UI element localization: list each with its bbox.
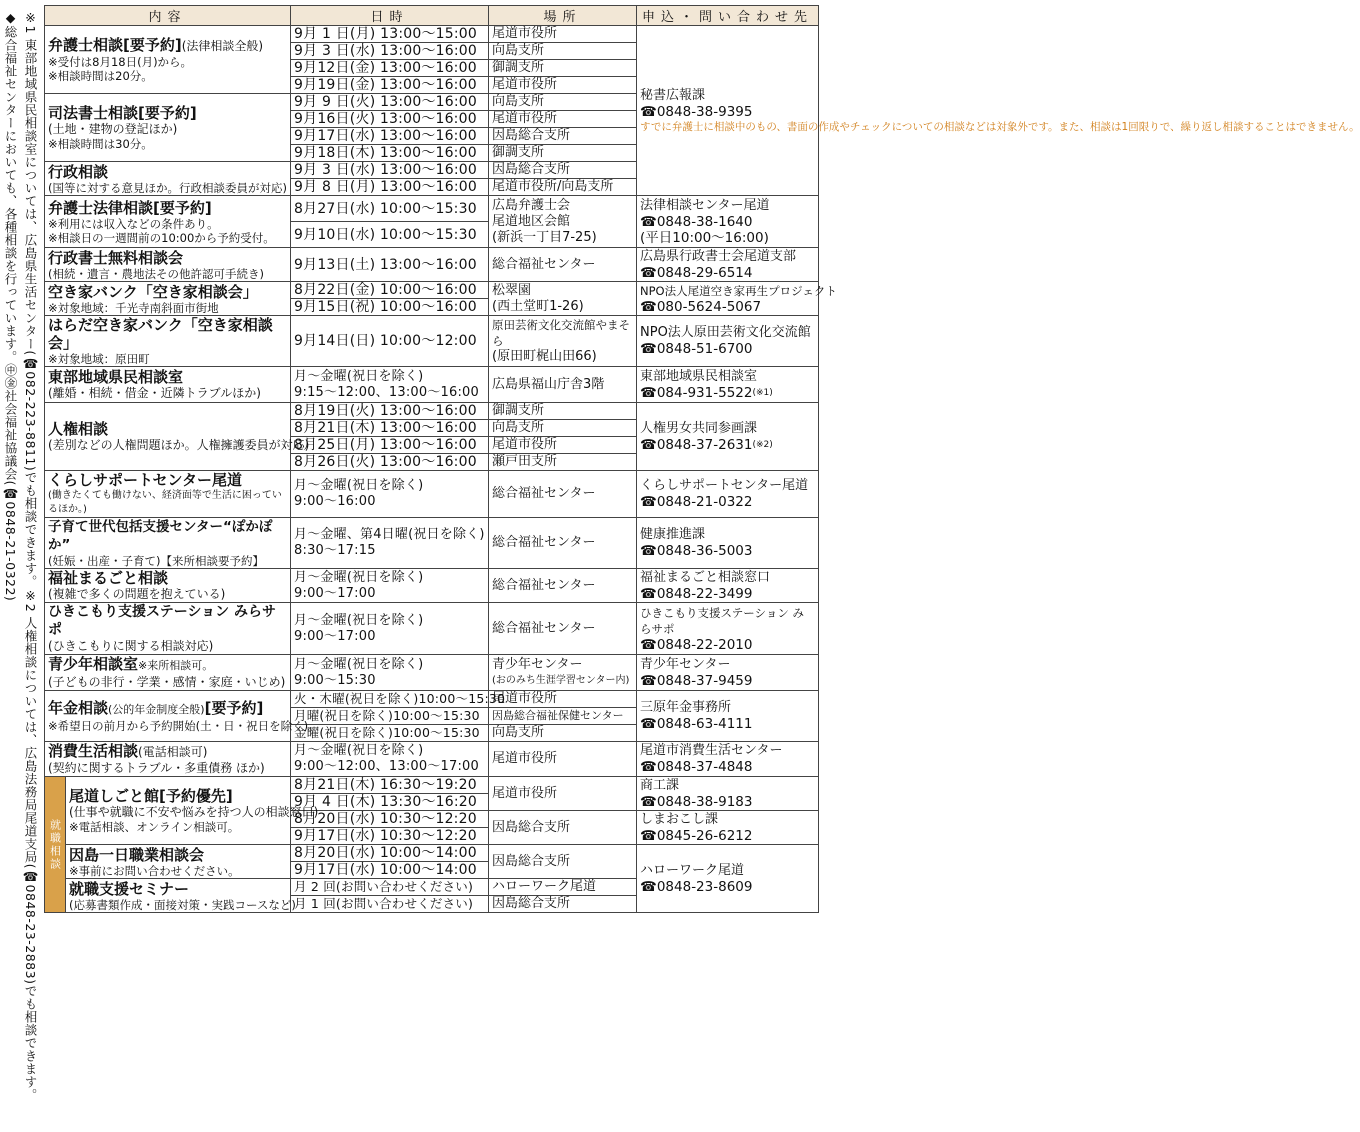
marugoto-date1: 月〜金曜(祝日を除く) <box>294 569 424 585</box>
jinken-place2: 向島支所 <box>489 420 637 437</box>
seishonen-dates <box>291 655 489 691</box>
jinken-contact-tel: ☎0848-37-2631 <box>640 436 753 453</box>
gyoseishoshi-cell <box>45 248 291 282</box>
table-row <box>45 248 819 282</box>
kosodate-name: 子育て世代包括支援センター“ぽかぽか” <box>48 519 273 553</box>
tobu-contact <box>637 367 819 403</box>
bengoshi-place4: 尾道市役所 <box>489 77 637 94</box>
shigoto-contact-name2: しまおこし課 <box>640 811 719 827</box>
shiho-date4: 9月18日(木) 13:00〜16:00 <box>291 145 489 162</box>
seminar-cell <box>66 879 296 913</box>
table-header <box>45 6 819 26</box>
shohi-date1: 月〜金曜(祝日を除く) <box>294 743 424 758</box>
akiya2-place1: 原田芸術文化交流館やまそら <box>492 318 631 348</box>
nenkin-place2: 因島総合福祉保健センター <box>489 708 637 725</box>
akiya2-contact <box>637 316 819 367</box>
shohi-date2: 9:00〜12:00、13:00〜17:00 <box>294 759 480 774</box>
nenkin-date2: 月曜(祝日を除く)10:00〜15:30 <box>291 708 489 725</box>
shigoto-contact-tel1: ☎0848-38-9183 <box>640 793 753 810</box>
kurashi-place1: 総合福祉センター <box>489 471 637 518</box>
shigoto-note: ※電話相談、オンライン相談可。 <box>69 820 240 834</box>
table-row <box>45 403 819 420</box>
shohi-name: 消費生活相談 <box>48 742 139 760</box>
kosodate-contact-tel: ☎0848-36-5003 <box>640 543 753 559</box>
nenkin-place1: 尾道市役所 <box>489 691 637 708</box>
nenkin-name: 年金相談 <box>48 699 109 717</box>
header-place: 場所 <box>489 6 637 26</box>
shohi-dates <box>291 742 489 777</box>
header-datetime: 日時 <box>291 6 489 26</box>
gyoseishoshi-contact-tel: ☎0848-29-6514 <box>640 264 753 281</box>
marugoto-dates <box>291 569 489 603</box>
kurashi-date2: 9:00〜16:00 <box>294 494 376 509</box>
table-row <box>45 282 819 299</box>
nenkin-sub: (公的年金制度全般) <box>108 703 205 716</box>
innoshima-contact <box>637 845 819 913</box>
table-row <box>45 845 819 862</box>
gyosei-place1: 因島総合支所 <box>489 162 637 179</box>
innoshima-contact-tel: ☎0848-23-8609 <box>640 878 753 895</box>
akiya1-name: 空き家バンク「空き家相談会」 <box>48 282 258 301</box>
tobu-date1: 月〜金曜(祝日を除く) <box>294 368 424 384</box>
kosodate-desc: (妊娠・出産・子育て)【来所相談要予約】 <box>48 554 264 568</box>
shigoto-date2: 9月 4 日(木) 13:30〜16:20 <box>291 794 489 811</box>
seminar-desc: (応募書類作成・面接対策・実践コースなど) <box>69 897 296 912</box>
shiho-note: ※相談時間は30分。 <box>48 137 153 151</box>
innoshima-note: ※事前にお問い合わせください。 <box>69 863 240 878</box>
header-contact: 申込・問い合わせ先 <box>637 6 819 26</box>
akiya2-place2: (原田町梶山田66) <box>492 349 597 364</box>
bengoshi-place3: 御調支所 <box>489 60 637 77</box>
table-row <box>45 569 819 603</box>
houritsu-date1: 8月27日(水) 10:00〜15:30 <box>291 196 489 222</box>
jinken-date4: 8月26日(火) 13:00〜16:00 <box>291 454 489 471</box>
nenkin-note: ※希望日の前月から予約開始(土・日・祝日を除く)。 <box>48 719 320 733</box>
innoshima-name: 因島一日職業相談会 <box>69 845 205 864</box>
seishonen-place2: (おのみち生涯学習センター内) <box>492 674 630 686</box>
akiya2-name: はらだ空き家バンク「空き家相談会」 <box>48 316 273 352</box>
akiya1-place1: 松翠園 <box>492 282 532 298</box>
kurashi-cell <box>45 471 291 518</box>
hikikomori-contact-name: ひきこもり支援ステーション みらサポ <box>640 605 804 636</box>
shiho-name: 司法書士相談[要予約] <box>48 104 197 122</box>
bengoshi-note2: ※相談時間は20分。 <box>48 69 153 83</box>
akiya1-date2: 9月15日(祝) 10:00〜16:00 <box>291 299 489 316</box>
side-note-2: ◆総合福祉センターにおいても、各種相談を行っています。㊥㊎社会福祉協議会(☎0848-21-0322) <box>3 10 18 602</box>
nenkin-place3: 向島支所 <box>489 725 637 742</box>
gyosei-date2: 9月 8 日(月) 13:00〜16:00 <box>291 179 489 196</box>
nenkin-contact <box>637 691 819 742</box>
shiho-date2: 9月16日(火) 13:00〜16:00 <box>291 111 489 128</box>
kosodate-contact <box>637 518 819 569</box>
akiya1-cell <box>45 282 291 316</box>
seminar-date2: 月 1 回(お問い合わせください) <box>291 896 489 913</box>
table-row <box>45 691 819 708</box>
side-note-1: ※1 東部地域県民相談室については、広島県生活センター(☎082-223-8811)でも相談できます。※2 人権相談については、広島法務局尾道支局(☎0848-23-2883)でも相談できます。 <box>23 10 38 1102</box>
kosodate-place1: 総合福祉センター <box>489 518 637 569</box>
kurashi-date1: 月〜金曜(祝日を除く) <box>294 478 424 493</box>
akiya1-contact-name: NPO法人尾道空き家再生プロジェクト <box>640 283 837 298</box>
bengoshi-date1: 9月 1 日(月) 13:00〜15:00 <box>291 26 489 43</box>
seishonen-date2: 9:00〜15:30 <box>294 672 376 688</box>
tobu-dates <box>291 367 489 403</box>
houritsu-contact-tel: ☎0848-38-1640 <box>640 213 753 230</box>
hisho-contact-name: 秘書広報課 <box>640 87 706 103</box>
hikikomori-name: ひきこもり支援ステーション みらサポ <box>48 604 277 638</box>
shigoto-place2: 因島総合支所 <box>489 811 637 845</box>
akiya2-contact-name: NPO法人原田芸術文化交流館 <box>640 325 811 340</box>
shiho-place1: 向島支所 <box>489 94 637 111</box>
hikikomori-place1: 総合福祉センター <box>489 603 637 655</box>
shohi-contact-name: 尾道市消費生活センター <box>640 743 783 758</box>
kurashi-name: くらしサポートセンター尾道 <box>48 471 242 489</box>
gyosei-date1: 9月 3 日(水) 13:00〜16:00 <box>291 162 489 179</box>
shigoto-contact-name1: 商工課 <box>640 777 680 793</box>
houritsu-note1: ※利用には収入などの条件あり。 <box>48 216 219 231</box>
bengoshi-place2: 向島支所 <box>489 43 637 60</box>
tobu-desc: (離婚・相続・借金・近隣トラブルほか) <box>48 386 261 400</box>
shohi-place1: 尾道市役所 <box>489 742 637 777</box>
consultation-table <box>44 5 1360 913</box>
shiho-date1: 9月 9 日(火) 13:00〜16:00 <box>291 94 489 111</box>
bengoshi-date2: 9月 3 日(水) 13:00〜16:00 <box>291 43 489 60</box>
gyosei-desc: (国等に対する意見ほか。行政相談委員が対応) <box>48 180 287 195</box>
innoshima-date2: 9月17日(水) 10:00〜14:00 <box>291 862 489 879</box>
gyoseishoshi-name: 行政書士無料相談会 <box>48 248 184 267</box>
seminar-date1: 月 2 回(お問い合わせください) <box>291 879 489 896</box>
bengoshi-note1: ※受付は8月18日(月)から。 <box>48 55 193 69</box>
shohi-contact-tel: ☎0848-37-4848 <box>640 759 753 775</box>
seishonen-date1: 月〜金曜(祝日を除く) <box>294 656 424 672</box>
hikikomori-contact-tel: ☎0848-22-2010 <box>640 636 753 653</box>
nenkin-contact-tel: ☎0848-63-4111 <box>640 716 753 732</box>
table-row <box>45 742 819 777</box>
seishonen-place1: 青少年センター <box>492 656 583 672</box>
shohi-sub: (電話相談可) <box>138 745 208 759</box>
jinken-date3: 8月25日(月) 13:00〜16:00 <box>291 437 489 454</box>
kosodate-contact-name: 健康推進課 <box>640 527 706 542</box>
shigoto-contact-tel2: ☎0845-26-6212 <box>640 827 753 844</box>
seminar-name: 就職支援セミナー <box>69 879 190 898</box>
tobu-cell <box>45 367 291 403</box>
bengoshi-sub: (法律相談全般) <box>181 39 264 53</box>
tobu-place1: 広島県福山庁舎3階 <box>489 367 637 403</box>
table-row <box>45 26 819 43</box>
table-row <box>45 471 819 518</box>
houritsu-contact-note: (平日10:00〜16:00) <box>640 229 769 246</box>
akiya1-contact-tel: ☎080-5624-5067 <box>640 298 762 315</box>
hisho-contact-cell <box>637 26 1360 196</box>
table-row <box>45 655 819 691</box>
akiya1-place2: (西土堂町1-26) <box>492 298 584 314</box>
houritsu-contact-name: 法律相談センター尾道 <box>640 197 770 213</box>
nenkin-contact-name: 三原年金事務所 <box>640 700 732 715</box>
akiya2-date1: 9月14日(日) 10:00〜12:00 <box>291 316 489 367</box>
hikikomori-dates <box>291 603 489 655</box>
table-row <box>45 603 819 655</box>
hikikomori-contact <box>637 603 819 655</box>
kurashi-dates <box>291 471 489 518</box>
nenkin-cell <box>45 691 320 742</box>
kosodate-dates <box>291 518 489 569</box>
seishonen-name: 青少年相談室 <box>48 655 139 673</box>
akiya2-place <box>489 316 637 367</box>
gyoseishoshi-contact-name: 広島県行政書士会尾道支部 <box>640 248 797 264</box>
gyosei-place2: 尾道市役所/向島支所 <box>489 179 637 196</box>
marugoto-date2: 9:00〜17:00 <box>294 585 376 601</box>
tobu-date2: 9:15〜12:00、13:00〜16:00 <box>294 384 480 400</box>
nenkin-date1: 火・木曜(祝日を除く)10:00〜15:30 <box>291 691 489 708</box>
seishonen-contact-name: 青少年センター <box>640 656 731 672</box>
jinken-contact <box>637 403 819 471</box>
shigoto-cell <box>66 777 319 845</box>
seishonen-name-note: ※来所相談可。 <box>138 659 214 672</box>
houritsu-contact <box>637 196 819 248</box>
jinken-name: 人権相談 <box>48 420 109 438</box>
seishonen-place <box>489 655 637 691</box>
seishonen-contact <box>637 655 819 691</box>
jinken-date1: 8月19日(火) 13:00〜16:00 <box>291 403 489 420</box>
shigoto-date4: 9月17日(水) 10:30〜12:20 <box>291 828 489 845</box>
bengoshi-date3: 9月12日(金) 13:00〜16:00 <box>291 60 489 77</box>
akiya2-cell <box>45 316 291 367</box>
table-row <box>45 367 819 403</box>
seminar-place1: ハローワーク尾道 <box>489 879 637 896</box>
tobu-contact-foot: (※1) <box>752 387 773 398</box>
shigoto-desc: (仕事や就職に不安や悩みを持つ人の相談窓口) <box>69 805 319 819</box>
kurashi-contact <box>637 471 819 518</box>
jinken-date2: 8月21日(木) 13:00〜16:00 <box>291 420 489 437</box>
shiho-desc: (土地・建物の登記ほか) <box>48 122 178 136</box>
marugoto-contact <box>637 569 819 603</box>
table-row <box>45 316 819 367</box>
kurashi-contact-name: くらしサポートセンター尾道 <box>640 478 809 493</box>
table-row <box>45 196 819 222</box>
houritsu-cell <box>45 196 291 248</box>
shiho-place2: 尾道市役所 <box>489 111 637 128</box>
table-row <box>45 777 819 794</box>
jinken-place3: 尾道市役所 <box>489 437 637 454</box>
jinken-cell <box>45 403 310 471</box>
bengoshi-cell <box>45 26 291 94</box>
seishonen-contact-tel: ☎0848-37-9459 <box>640 672 753 689</box>
nenkin-date3: 金曜(祝日を除く)10:00〜15:30 <box>291 725 489 742</box>
shigoto-name: 尾道しごと館[予約優先] <box>69 787 233 805</box>
bengoshi-date4: 9月19日(金) 13:00〜16:00 <box>291 77 489 94</box>
bengoshi-place1: 尾道市役所 <box>489 26 637 43</box>
akiya2-contact-tel: ☎0848-51-6700 <box>640 341 753 357</box>
tobu-name: 東部地域県民相談室 <box>48 368 184 386</box>
shigoto-contact2 <box>637 811 819 845</box>
houritsu-place3: (新浜一丁目7-25) <box>492 229 597 245</box>
tobu-contact-name: 東部地域県民相談室 <box>640 368 758 384</box>
innoshima-contact-name: ハローワーク尾道 <box>640 862 745 878</box>
gyoseishoshi-place1: 総合福祉センター <box>489 248 637 282</box>
gyoseishoshi-date1: 9月13日(土) 13:00〜16:00 <box>291 248 489 282</box>
innoshima-date1: 8月20日(水) 10:00〜14:00 <box>291 845 489 862</box>
kurashi-desc: (働きたくても働けない、経済面等で生活に困っているほか。) <box>48 490 282 515</box>
hikikomori-desc: (ひきこもりに関する相談対応) <box>48 639 214 653</box>
marugoto-contact-tel: ☎0848-22-3499 <box>640 585 753 602</box>
shigoto-date3: 8月20日(水) 10:30〜12:20 <box>291 811 489 828</box>
gyoseishoshi-desc: (相続・遺言・農地法その他許認可手続き) <box>48 266 264 281</box>
jinken-desc: (差別などの人権問題ほか。人権擁護委員が対応) <box>48 438 310 452</box>
header-content: 内容 <box>45 6 291 26</box>
tobu-contact-tel: ☎084-931-5522 <box>640 384 753 401</box>
hisho-contact-note: すでに弁護士に相談中のもの、書面の作成やチェックについての相談などは対象外です。また、相談は1回限りで、繰り返し相談することはできません。 <box>640 120 1360 133</box>
seishonen-cell <box>45 655 291 691</box>
hikikomori-date2: 9:00〜17:00 <box>294 628 376 644</box>
shigoto-place1: 尾道市役所 <box>489 777 637 811</box>
kosodate-cell <box>45 518 291 569</box>
houritsu-date2: 9月10日(水) 10:00〜15:30 <box>291 222 489 248</box>
shohi-cell <box>45 742 291 777</box>
jinken-place1: 御調支所 <box>489 403 637 420</box>
kurashi-contact-tel: ☎0848-21-0322 <box>640 494 753 510</box>
akiya2-note: ※対象地域：原田町 <box>48 352 150 366</box>
marugoto-cell <box>45 569 291 603</box>
innoshima-place1: 因島総合支所 <box>489 845 637 879</box>
houritsu-place1: 広島弁護士会 <box>492 197 571 213</box>
akiya1-place <box>489 282 637 316</box>
seishonen-desc: (子どもの非行・学業・感情・家庭・いじめ) <box>48 675 286 689</box>
akiya1-contact <box>637 282 837 316</box>
shohi-contact <box>637 742 819 777</box>
kosodate-date2: 8:30〜17:15 <box>294 543 376 558</box>
shiho-date3: 9月17日(水) 13:00〜16:00 <box>291 128 489 145</box>
houritsu-place2: 尾道地区会館 <box>492 213 571 229</box>
jinken-contact-foot: (※2) <box>752 439 773 450</box>
hikikomori-date1: 月〜金曜(祝日を除く) <box>294 612 424 628</box>
akiya1-date1: 8月22日(金) 10:00〜16:00 <box>291 282 489 299</box>
gyoseishoshi-contact <box>637 248 819 282</box>
shushoku-tag: 就職相談 <box>45 777 66 913</box>
marugoto-name: 福祉まるごと相談 <box>48 569 169 587</box>
jinken-place4: 瀬戸田支所 <box>489 454 637 471</box>
houritsu-note2: ※相談日の一週間前の10:00から予約受付。 <box>48 230 275 245</box>
gyosei-name: 行政相談 <box>48 162 109 181</box>
shiho-place4: 御調支所 <box>489 145 637 162</box>
marugoto-place1: 総合福祉センター <box>489 569 637 603</box>
bengoshi-name: 弁護士相談[要予約] <box>48 36 182 54</box>
kosodate-date1: 月〜金曜、第4日曜(祝日を除く) <box>294 527 485 542</box>
hikikomori-cell <box>45 603 291 655</box>
shiho-place3: 因島総合支所 <box>489 128 637 145</box>
marugoto-contact-name: 福祉まるごと相談窓口 <box>640 569 771 585</box>
jinken-contact-name: 人権男女共同参画課 <box>640 420 758 436</box>
houritsu-place <box>489 196 637 248</box>
table-row <box>45 518 819 569</box>
seminar-place2: 因島総合支所 <box>489 896 637 913</box>
innoshima-cell <box>66 845 291 879</box>
hisho-contact-tel: ☎0848-38-9395 <box>640 103 753 120</box>
shigoto-date1: 8月21日(木) 16:30〜19:20 <box>291 777 489 794</box>
marugoto-desc: (複雑で多くの問題を抱えている) <box>48 587 226 601</box>
shiho-cell <box>45 94 291 162</box>
shigoto-contact1 <box>637 777 819 811</box>
gyosei-cell <box>45 162 291 196</box>
nenkin-name2: [要予約] <box>204 699 264 717</box>
shohi-desc: (契約に関するトラブル・多重債務 ほか) <box>48 761 265 775</box>
akiya1-note: ※対象地域：千光寺南斜面市街地 <box>48 300 219 315</box>
houritsu-name: 弁護士法律相談[要予約] <box>48 198 212 217</box>
